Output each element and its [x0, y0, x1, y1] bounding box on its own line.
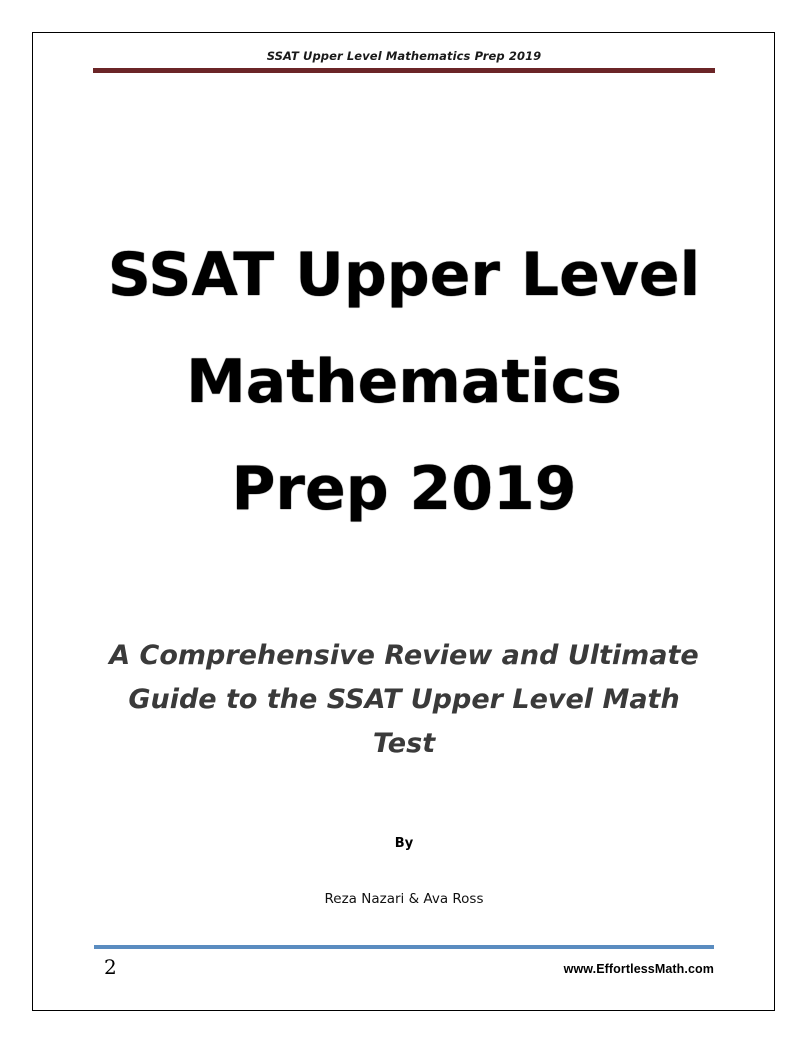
- header-rule: [93, 68, 715, 73]
- authors: Reza Nazari & Ava Ross: [324, 891, 484, 907]
- by-label: By: [394, 836, 414, 851]
- book-subtitle-line-3: Test: [372, 728, 436, 759]
- website-link[interactable]: www.EffortlessMath.com: [563, 962, 714, 976]
- book-title-line-3: Prep 2019: [231, 454, 577, 524]
- page-number: 2: [104, 955, 117, 979]
- book-title-line-2: Mathematics: [186, 347, 622, 417]
- book-subtitle-line-2: Guide to the SSAT Upper Level Math: [128, 684, 680, 715]
- footer-rule: [94, 945, 714, 949]
- book-title-line-1: SSAT Upper Level: [107, 240, 701, 310]
- book-subtitle-line-1: A Comprehensive Review and Ultimate: [109, 640, 699, 671]
- book-subtitle: [60, 634, 748, 766]
- running-header: SSAT Upper Level Mathematics Prep 2019: [266, 49, 542, 63]
- book-title: [40, 222, 768, 543]
